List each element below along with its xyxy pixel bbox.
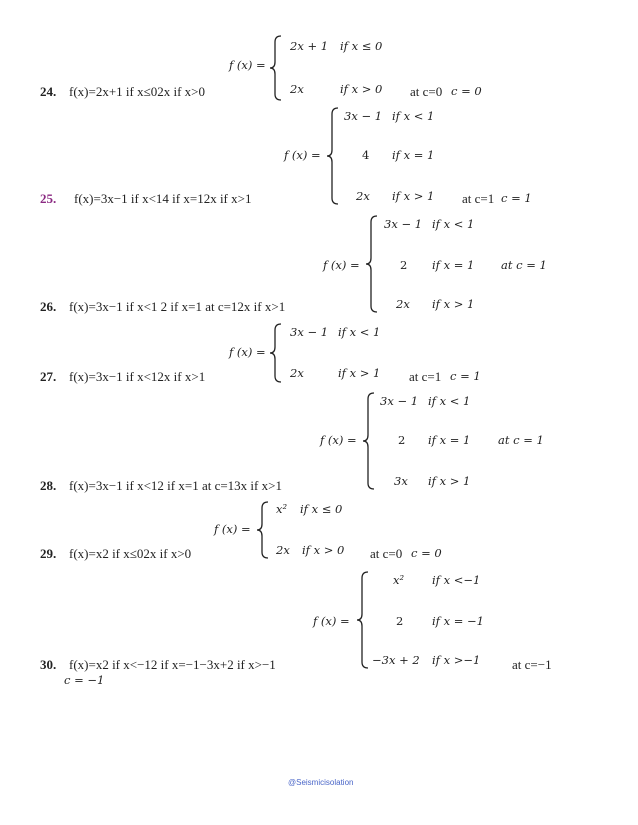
problem-plain-text: f(x)=x2 if x≤02x if x>0: [69, 546, 192, 561]
piece-expr: 2x + 1: [290, 39, 329, 53]
left-brace-icon: [269, 34, 283, 102]
piece-cond: if x <−1: [432, 573, 481, 587]
piece-expr: 3x − 1: [290, 325, 329, 339]
piece-cond: if x = 1: [392, 148, 435, 162]
problem-number: 27.: [40, 369, 57, 384]
piece-cond: if x >−1: [432, 653, 481, 667]
piece-cond: if x ≤ 0: [300, 502, 343, 516]
piece-cond: if x ≤ 0: [340, 39, 383, 53]
piece-expr: x²: [393, 573, 405, 587]
piece-cond: if x = 1: [432, 258, 475, 272]
piece-cond: if x = −1: [432, 614, 484, 628]
problem-plain-text: f(x)=3x−1 if x<12x if x>1: [69, 369, 206, 384]
piece-expr: 2: [398, 433, 406, 447]
piece-expr: 3x − 1: [380, 394, 419, 408]
at-c-math: at c = 1: [501, 258, 547, 272]
piece-expr: 2x: [290, 82, 304, 96]
problem-number: 24.: [40, 84, 57, 99]
at-c-math: c = 1: [501, 191, 532, 205]
at-c-math: at c = 1: [498, 433, 544, 447]
at-c-plain: at c=0: [410, 84, 443, 99]
function-lhs: f (x) =: [229, 58, 266, 72]
at-c-plain: at c=−1: [512, 657, 552, 672]
function-lhs: f (x) =: [323, 258, 360, 272]
piece-expr: 2x: [290, 366, 304, 380]
piece-cond: if x > 1: [428, 474, 471, 488]
piece-cond: if x < 1: [428, 394, 471, 408]
piece-expr: 2x: [356, 189, 370, 203]
piece-cond: if x > 1: [432, 297, 475, 311]
problem-plain-text: f(x)=3x−1 if x<14 if x=12x if x>1: [74, 191, 252, 206]
piece-expr: 3x − 1: [384, 217, 423, 231]
left-brace-icon: [256, 500, 270, 560]
piece-cond: if x < 1: [338, 325, 381, 339]
left-brace-icon: [356, 570, 370, 670]
piece-expr: −3x + 2: [372, 653, 420, 667]
left-brace-icon: [365, 214, 379, 314]
problem-number: 25.: [40, 191, 57, 206]
piece-cond: if x > 0: [340, 82, 383, 96]
problem-number: 28.: [40, 478, 57, 493]
piece-cond: if x > 0: [302, 543, 345, 557]
problem-number: 26.: [40, 299, 57, 314]
piece-cond: if x = 1: [428, 433, 471, 447]
function-lhs: f (x) =: [229, 345, 266, 359]
piece-expr: 3x − 1: [344, 109, 383, 123]
function-lhs: f (x) =: [214, 522, 251, 536]
problem-plain-text: f(x)=x2 if x<−12 if x=−1−3x+2 if x>−1: [69, 657, 276, 672]
piece-cond: if x < 1: [432, 217, 475, 231]
at-c-math: c = 0: [411, 546, 442, 560]
piece-cond: if x < 1: [392, 109, 435, 123]
footer-watermark: @Seismicisolation: [288, 778, 354, 787]
piece-expr: x²: [276, 502, 288, 516]
problem-plain-text: f(x)=2x+1 if x≤02x if x>0: [69, 84, 205, 99]
piece-expr: 2: [400, 258, 408, 272]
left-brace-icon: [362, 391, 376, 491]
piece-expr: 3x: [394, 474, 408, 488]
at-c-math: c = 0: [451, 84, 482, 98]
piece-expr: 2: [396, 614, 404, 628]
piece-cond: if x > 1: [392, 189, 435, 203]
function-lhs: f (x) =: [284, 148, 321, 162]
at-c-plain: at c=1: [409, 369, 442, 384]
problem-number: 29.: [40, 546, 57, 561]
function-lhs: f (x) =: [320, 433, 357, 447]
problem-plain-text: f(x)=3x−1 if x<1 2 if x=1 at c=12x if x>1: [69, 299, 286, 314]
piece-cond: if x > 1: [338, 366, 381, 380]
piece-expr: 2x: [276, 543, 290, 557]
at-c-math: c = 1: [450, 369, 481, 383]
function-lhs: f (x) =: [313, 614, 350, 628]
at-c-plain: at c=0: [370, 546, 403, 561]
piece-expr: 2x: [396, 297, 410, 311]
problem-plain-text: f(x)=3x−1 if x<12 if x=1 at c=13x if x>1: [69, 478, 282, 493]
problem-number: 30.: [40, 657, 57, 672]
left-brace-icon: [326, 106, 340, 206]
piece-expr: 4: [362, 148, 370, 162]
left-brace-icon: [269, 322, 283, 384]
at-c-math: c = −1: [64, 673, 105, 687]
at-c-plain: at c=1: [462, 191, 495, 206]
